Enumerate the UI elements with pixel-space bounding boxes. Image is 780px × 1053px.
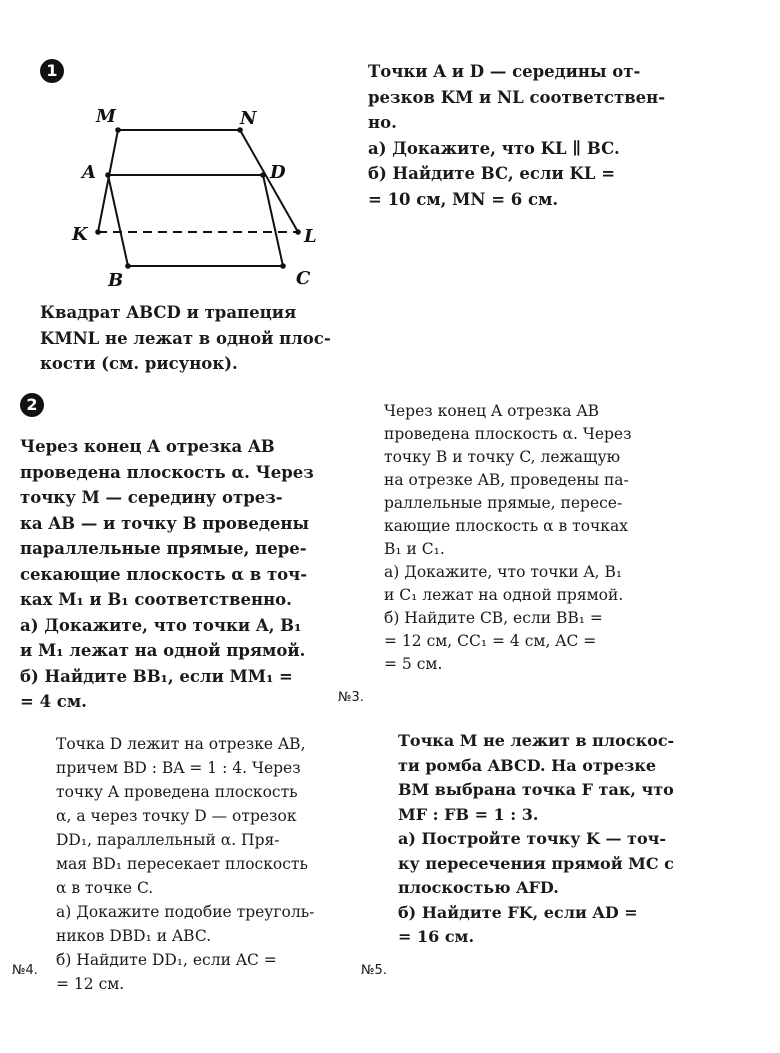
text-line: причем BD : BA = 1 : 4. Через <box>56 759 301 777</box>
text-line: плоскостью AFD. <box>398 878 559 897</box>
text-line: α, а через точку D — отрезок <box>56 807 297 825</box>
problem-4-label: №4. <box>12 963 38 978</box>
problem-2-badge: 2 <box>20 393 44 417</box>
point-label: L <box>304 226 317 247</box>
text-line: = 5 см. <box>384 655 443 673</box>
text-line: б) Найдите DD₁, если AC = <box>56 951 277 969</box>
problem-1-text <box>368 59 674 212</box>
text-line: DD₁, параллельный α. Пря- <box>56 831 280 849</box>
text-line: точку A проведена плоскость <box>56 783 298 801</box>
segment-nl <box>240 130 298 232</box>
text-line: б) Найдите BC, если KL = <box>368 164 616 183</box>
text-line: кости (см. рисунок). <box>40 354 238 373</box>
text-line: но. <box>368 113 397 132</box>
problem-5-text <box>398 729 692 950</box>
problem-1-badge: 1 <box>40 59 64 83</box>
point-label: M <box>96 106 116 127</box>
problem-2-text <box>20 434 335 715</box>
point-label: N <box>240 108 257 129</box>
text-line: Точки A и D — середины от- <box>368 62 641 81</box>
text-line: точку B и точку C, лежащую <box>384 448 621 466</box>
text-line: Точка M не лежит в плоскос- <box>398 731 675 750</box>
text-line: точку M — середину отрез- <box>20 488 283 507</box>
text-line: ку пересечения прямой MC с <box>398 853 674 873</box>
text-line: а) Постройте точку K — точ- <box>398 829 666 848</box>
text-line: ка AB — и точку B проведены <box>20 513 309 533</box>
text-line: = 4 см. <box>20 692 87 711</box>
text-line: б) Найдите CB, если BB₁ = <box>384 609 603 627</box>
text-line: = 12 см. <box>56 975 125 993</box>
text-line: Через конец A отрезка AB <box>384 402 600 420</box>
text-line: ти ромба ABCD. На отрезке <box>398 755 657 775</box>
problem-5-label: №5. <box>361 963 387 978</box>
text-line: мая BD₁ пересекает плоскость <box>56 855 308 873</box>
text-line: на отрезке AB, проведены па- <box>384 471 629 489</box>
text-line: раллельные прямые, пересе- <box>384 494 623 512</box>
text-line: α в точке C. <box>56 879 154 897</box>
text-line: ников DBD₁ и ABC. <box>56 927 212 945</box>
segment-mk <box>98 130 118 232</box>
text-line: KMNL не лежат в одной плос- <box>40 328 331 348</box>
text-line: а) Докажите, что точки A, B₁ <box>20 615 302 635</box>
text-line: B₁ и C₁. <box>384 540 445 558</box>
text-line: секающие плоскость α в точ- <box>20 564 308 584</box>
problem-3-label: №3. <box>338 690 364 705</box>
problem-4-text <box>56 732 350 996</box>
text-line: кающие плоскость α в точках <box>384 517 628 535</box>
segment-ab <box>108 175 128 266</box>
text-line: и M₁ лежат на одной прямой. <box>20 641 306 660</box>
text-line: Точка D лежит на отрезке AB, <box>56 735 306 753</box>
text-line: и C₁ лежат на одной прямой. <box>384 586 624 604</box>
text-line: MF : FB = 1 : 3. <box>398 804 539 824</box>
text-line: = 12 см, CC₁ = 4 см, AC = <box>384 632 597 650</box>
text-line: BM выбрана точка F так, что <box>398 780 674 799</box>
text-line: ках M₁ и B₁ соответственно. <box>20 590 292 609</box>
text-line: проведена плоскость α. Через <box>20 462 314 482</box>
text-line: а) Докажите, что точки A, B₁ <box>384 563 623 581</box>
point-label: K <box>72 224 88 245</box>
problem-1-caption <box>40 300 346 377</box>
point-label: A <box>82 162 96 183</box>
text-line: параллельные прямые, пере- <box>20 539 307 558</box>
text-line: проведена плоскость α. Через <box>384 425 632 443</box>
point-label: D <box>270 162 286 183</box>
text-line: б) Найдите FK, если AD = <box>398 902 638 922</box>
problem-3-text <box>384 400 676 676</box>
point-label: B <box>108 270 124 290</box>
point-label: C <box>296 268 311 289</box>
text-line: резков KM и NL соответствен- <box>368 87 666 107</box>
text-line: а) Докажите подобие треуголь- <box>56 903 315 921</box>
text-line: б) Найдите BB₁, если MM₁ = <box>20 666 293 686</box>
text-line: = 10 см, MN = 6 см. <box>368 189 559 209</box>
text-line: = 16 см. <box>398 927 475 946</box>
text-line: а) Докажите, что KL ∥ BC. <box>368 138 620 158</box>
trapezoid-square-figure <box>70 100 330 290</box>
text-line: Квадрат ABCD и трапеция <box>40 303 297 322</box>
text-line: Через конец A отрезка AB <box>20 437 275 456</box>
